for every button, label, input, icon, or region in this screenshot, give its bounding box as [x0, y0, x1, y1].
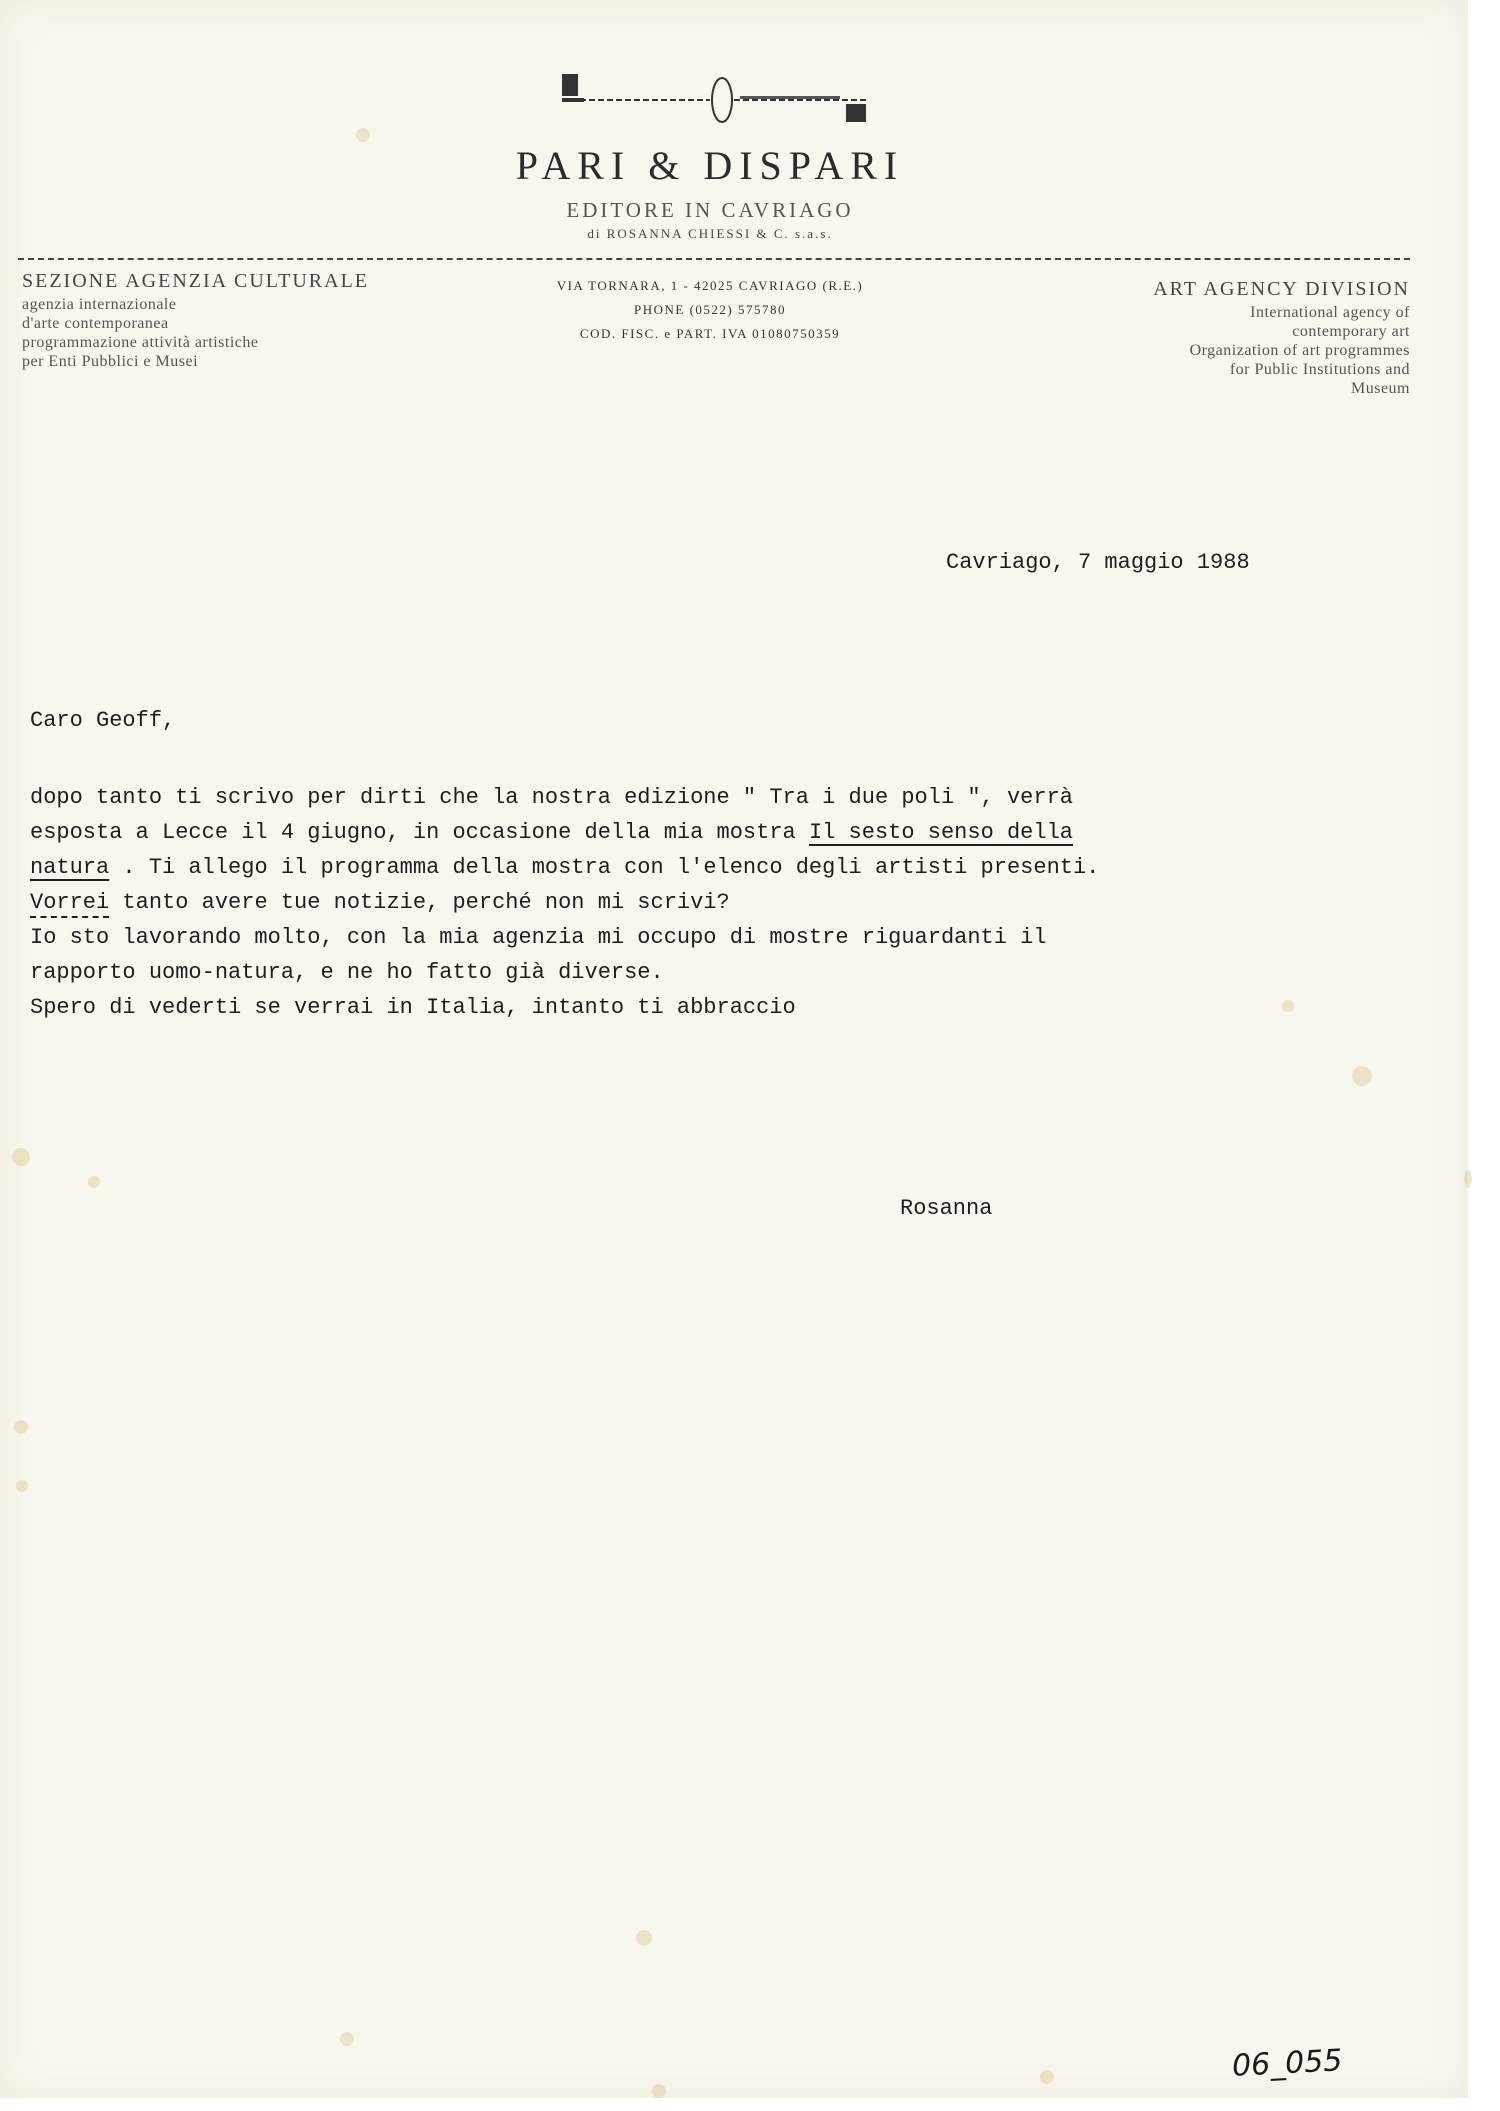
body-line: rapporto uomo-natura, e ne ho fatto già diverse.	[30, 960, 664, 985]
key-icon	[560, 66, 870, 136]
paper-stain	[1352, 1066, 1372, 1086]
right-line: for Public Institutions and	[1229, 361, 1410, 378]
right-line: International agency of	[1250, 304, 1410, 321]
paper-stain	[14, 1420, 28, 1434]
body-text: esposta a Lecce il 4 giugno, in occasione della mia mostra	[30, 820, 809, 845]
body-text: tanto avere tue notizie, perché non mi scrivi?	[109, 890, 730, 915]
right-line: Organization of art programmes	[1189, 342, 1410, 359]
tax-code-line: COD. FISC. e PART. IVA 01080750359	[579, 326, 841, 341]
left-heading: SEZIONE AGENZIA CULTURALE	[22, 270, 370, 292]
signature: Rosanna	[900, 1196, 993, 1221]
letterhead-right-column	[990, 278, 1410, 398]
salutation: Caro Geoff,	[30, 708, 176, 733]
paper-stain	[340, 2032, 354, 2046]
left-line: d'arte contemporanea	[22, 315, 169, 332]
letterhead-address-column	[500, 274, 920, 346]
address-line: VIA TORNARA, 1 - 42025 CAVRIAGO (R.E.)	[556, 278, 864, 293]
letterhead-divider	[18, 258, 1410, 260]
paper-stain	[12, 1148, 30, 1166]
body-line: Io sto lavorando molto, con la mia agenzia mi occupo di mostre riguardanti il	[30, 925, 1047, 950]
brand-name: PARI & DISPARI	[515, 143, 905, 188]
paper-stain	[356, 128, 370, 142]
right-line: contemporary art	[1292, 323, 1410, 340]
letterhead-left-column	[22, 270, 422, 371]
owner-line: di ROSANNA CHIESSI & C. s.a.s.	[587, 226, 833, 241]
paper-stain	[1040, 2070, 1054, 2084]
paper-stain	[636, 1930, 652, 1946]
body-line	[30, 850, 1410, 885]
body-text: . Ti allego il programma della mostra con l'elenco degli artisti presenti.	[109, 855, 1100, 880]
letter-body	[30, 780, 1410, 1025]
right-heading: ART AGENCY DIVISION	[1153, 278, 1410, 300]
left-line: programmazione attività artistiche	[22, 334, 259, 351]
body-line	[30, 815, 1410, 850]
paper-stain	[88, 1176, 100, 1188]
paper-stain	[1464, 1170, 1472, 1188]
exhibition-title: natura	[30, 855, 110, 880]
letter-date: Cavriago, 7 maggio 1988	[946, 550, 1250, 575]
paper-stain	[16, 1480, 28, 1492]
body-line: Spero di vederti se verrai in Italia, intanto ti abbraccio	[30, 995, 796, 1020]
exhibition-title: Il sesto senso della	[808, 820, 1073, 845]
right-line: Museum	[1351, 380, 1410, 397]
dashed-underline-mark: Vorrei	[30, 890, 109, 918]
paper-stain	[652, 2084, 666, 2098]
publisher-line: EDITORE IN CAVRIAGO	[566, 198, 854, 222]
left-line: per Enti Pubblici e Musei	[22, 353, 199, 370]
body-line: dopo tanto ti scrivo per dirti che la nostra edizione " Tra i due poli ", verrà	[30, 785, 1073, 810]
phone-line: PHONE (0522) 575780	[634, 302, 786, 317]
archive-reference: 06_055	[1231, 2043, 1344, 2084]
left-line: agenzia internazionale	[22, 296, 177, 313]
body-line	[30, 885, 1410, 920]
